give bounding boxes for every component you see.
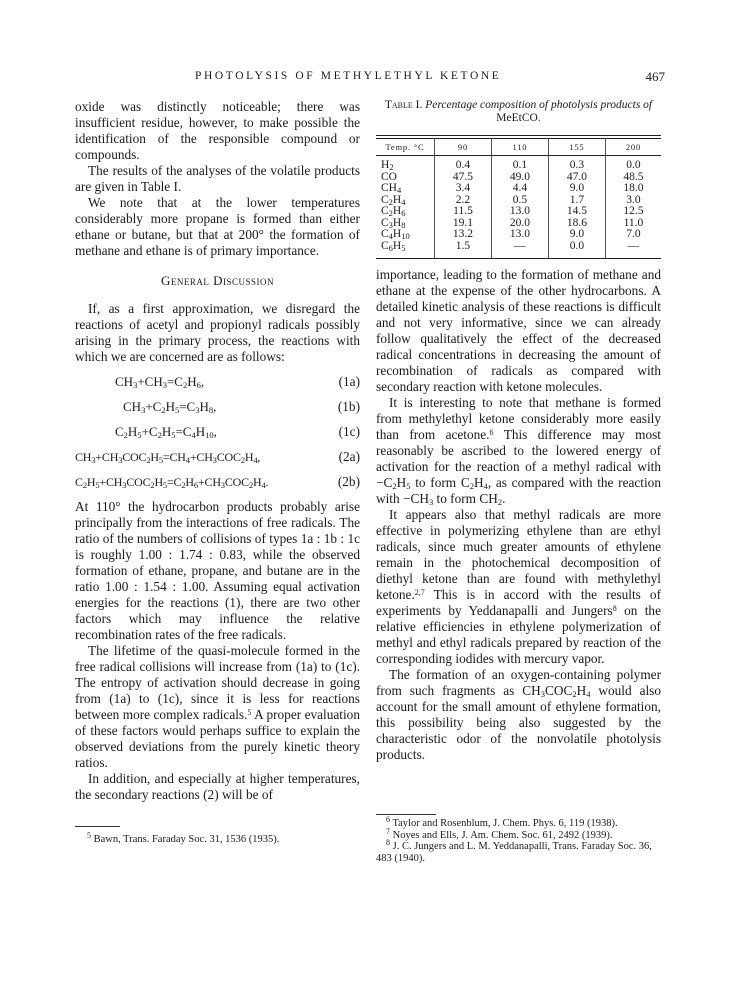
paragraph: We note that at the lower temperatures considerably more propane is formed than either ethane or butane, but that at 200° the formation of methane and ethane is of primary importance. bbox=[75, 195, 360, 258]
table-cell: 0.4 bbox=[455, 159, 471, 171]
table-cell: 13.2 bbox=[452, 228, 474, 240]
table-cell: 3.0 bbox=[626, 193, 641, 206]
paragraph: If, as a first approximation, we disregard the reactions of acetyl and propionyl radicals possibly arising in the primary process, the reactions with which we are concerned are as follows: bbox=[75, 301, 360, 364]
table-cell: 0.5 bbox=[512, 193, 528, 206]
left-column bbox=[75, 99, 360, 803]
table-cell: 13.0 bbox=[509, 205, 530, 217]
product-label: $C_2H_6$ bbox=[381, 205, 406, 218]
equation-label: (1a) bbox=[338, 374, 360, 389]
table-cell: 0.0 bbox=[569, 239, 585, 252]
equation-label: (1c) bbox=[338, 424, 360, 439]
footnotes bbox=[376, 814, 661, 864]
equation-body: $C_2H_5+C_2H_5=C_4H_{10}$, bbox=[115, 424, 217, 440]
footnote-ref: 2,7 bbox=[414, 588, 425, 597]
page-number: 467 bbox=[645, 69, 665, 84]
table-cell: 19.1 bbox=[452, 216, 474, 229]
table-cell: 7.0 bbox=[626, 228, 641, 240]
product-label: $C_4H_{10}$ bbox=[381, 228, 410, 241]
table-cell: 14.5 bbox=[566, 205, 587, 217]
composition-table bbox=[376, 138, 661, 259]
table-rule bbox=[376, 135, 661, 136]
table-cell: 2.2 bbox=[455, 193, 471, 206]
table-cell: 0.1 bbox=[512, 159, 528, 171]
table-cell: 12.5 bbox=[623, 205, 644, 217]
table-cell: 1.7 bbox=[569, 193, 585, 206]
footnote: $^8$ J. C. Jungers and L. M. Yeddanapalli, Trans. Faraday Soc. 36, 483 (1940). bbox=[376, 838, 652, 864]
product-label: $C_6H_5$ bbox=[381, 239, 406, 253]
footnote-divider bbox=[376, 814, 436, 815]
paragraph: The formation of an oxygen-containing polymer from such fragments as $CH_3COC_2H_4$ would also account for the small amount of ethylene formation, this possibility being also suggested by the characteristic odor of the nonvolatile photolysis products. bbox=[376, 667, 661, 762]
equation-1b bbox=[75, 399, 360, 415]
footnote-ref: 6 bbox=[489, 428, 494, 437]
table-cell: 11.5 bbox=[453, 205, 473, 217]
table-column-90 bbox=[435, 156, 492, 259]
paragraph: oxide was distinctly noticeable; there was insufficient residue, however, to make possible the identification of the responsible compound or compounds. bbox=[75, 99, 360, 162]
table-cell: 20.0 bbox=[509, 216, 530, 229]
table-cell: 47.5 bbox=[452, 170, 474, 183]
footnote-ref: 5 bbox=[247, 708, 252, 717]
section-heading: General Discussion bbox=[160, 273, 275, 288]
table-cell: 1.5 bbox=[455, 239, 471, 252]
equation-label: (2b) bbox=[337, 474, 360, 489]
equation-label: (1b) bbox=[337, 399, 360, 414]
table-cell: 18.6 bbox=[566, 216, 587, 229]
temp-header: Temp. °C bbox=[376, 139, 435, 156]
paragraph: It is interesting to note that methane is formed from methylethyl ketone considerably more easily than from acetone.$^6$ This difference may most reasonably be ascribed to the lowered energy of activation for the reaction of a methyl radical with $-C_2H_5$ to form $C_2H_4$, as compared with the reaction with $-CH_3$ to form $CH_2$. bbox=[376, 395, 662, 507]
temp-col: 110 bbox=[491, 139, 548, 156]
table-cell: — bbox=[627, 239, 640, 252]
equation-1a bbox=[75, 374, 360, 390]
equation-2b bbox=[75, 474, 360, 490]
table-cell: 49.0 bbox=[509, 170, 530, 183]
table-cell: 48.5 bbox=[623, 170, 644, 183]
product-label: $CH_4$ bbox=[381, 182, 402, 195]
footnote: $^7$ Noyes and Ells, J. Am. Chem. Soc. 61, 2492 (1939). bbox=[386, 826, 613, 841]
footnote-ref: 8 bbox=[612, 604, 617, 613]
footnote-divider bbox=[75, 826, 120, 827]
paragraph: At 110° the hydrocarbon products probably arise principally from the interactions of free radicals. The ratio of the numbers of collisions of types 1a : 1b : 1c is roughly 1.00 : 1.74 : 0.83, while the observed formation of ethane, propane, and butane are in the ratio 1.00 : 1.54 : 1.00. Assuming equal activation energies for the reactions (1), there are two other factors which may influence the relative recombination rates of the free radicals. bbox=[75, 499, 360, 642]
table-cell: 11.0 bbox=[623, 216, 644, 229]
equation-body: $CH_3+C_2H_5=C_3H_8$, bbox=[123, 399, 217, 415]
table-column-200 bbox=[605, 156, 661, 259]
product-label: $C_2H_4$ bbox=[381, 193, 406, 207]
equation-2a bbox=[75, 449, 360, 465]
product-label: $H_2$ bbox=[381, 159, 394, 172]
equation-body: $CH_3+CH_3=C_2H_6$, bbox=[115, 374, 205, 390]
table-column-110 bbox=[491, 156, 548, 259]
running-title: PHOTOLYSIS OF METHYLETHYL KETONE bbox=[195, 70, 502, 82]
temp-col: 200 bbox=[605, 139, 661, 156]
paragraph: It appears also that methyl radicals are more effective in polymerizing ethylene than are ethyl radicals, since much greater amounts of ethylene remain in the photochemical decomposition of diethyl ketone than are found with methylethyl ketone.$^{2,7}$ This is in accord with the results of experiments by Yeddanapalli and Jungers$^8$ on the relative efficiencies in ethylene polymerization of methyl and ethyl radicals prepared by reaction of the corresponding iodides with mercury vapor. bbox=[376, 507, 661, 666]
table-cell: 0.3 bbox=[569, 159, 585, 171]
table-cell: 3.4 bbox=[455, 182, 471, 194]
product-labels bbox=[376, 156, 435, 259]
table-cell: 9.0 bbox=[569, 182, 585, 194]
table-1 bbox=[376, 99, 661, 259]
table-caption: Table I. Percentage composition of photolysis products of MeEtCO. bbox=[384, 99, 653, 124]
equation-body: $C_2H_5+CH_3COC_2H_5=C_2H_6+CH_3COC_2H_4$. bbox=[75, 475, 269, 490]
table-cell: 0.0 bbox=[626, 159, 641, 171]
paragraph: In addition, and especially at higher temperatures, the secondary reactions (2) will be of bbox=[75, 771, 360, 802]
table-cell: 47.0 bbox=[566, 170, 587, 183]
temp-col: 90 bbox=[435, 139, 492, 156]
equation-1c bbox=[75, 424, 360, 440]
equation-label: (2a) bbox=[338, 449, 360, 464]
table-cell: — bbox=[514, 239, 526, 252]
paragraph: The results of the analyses of the volatile products are given in Table I. bbox=[75, 163, 360, 194]
footnote: $^6$ Taylor and Rosenblum, J. Chem. Phys. 6, 119 (1938). bbox=[386, 815, 618, 829]
page-header bbox=[75, 70, 665, 90]
product-label: CO bbox=[381, 170, 397, 183]
table-column-155 bbox=[548, 156, 605, 259]
temp-col: 155 bbox=[548, 139, 605, 156]
table-cell: 9.0 bbox=[569, 228, 585, 240]
paragraph: The lifetime of the quasi-molecule formed in the free radical collisions will increase from (1a) to (1c). The entropy of activation should decrease in going from (1a) to (1c), since it is less for reactions between more complex radicals.$^5$ A proper evaluation of these factors would perhaps suffice to explain the observed deviations from the purely kinetic theory ratios. bbox=[75, 643, 360, 770]
footnote: $^5$ Bawn, Trans. Faraday Soc. 31, 1536 (1935). bbox=[87, 831, 280, 845]
table-cell: 18.0 bbox=[623, 182, 644, 194]
right-column bbox=[376, 99, 661, 763]
table-cell: 4.4 bbox=[512, 182, 528, 194]
table-cell: 13.0 bbox=[509, 228, 530, 240]
equation-body: $CH_3+CH_3COC_2H_5=CH_4+CH_3COC_2H_4$, bbox=[75, 450, 261, 465]
paragraph: importance, leading to the formation of methane and ethane at the expense of the other hydrocarbons. A detailed kinetic analysis of these reactions is difficult and not very informative, since we can already follow qualitatively the effect of the decreased radical concentrations in decreasing the amount of recombination of radicals as compared with secondary reaction with ketone molecules. bbox=[376, 267, 661, 394]
product-label: $C_3H_8$ bbox=[381, 216, 406, 230]
